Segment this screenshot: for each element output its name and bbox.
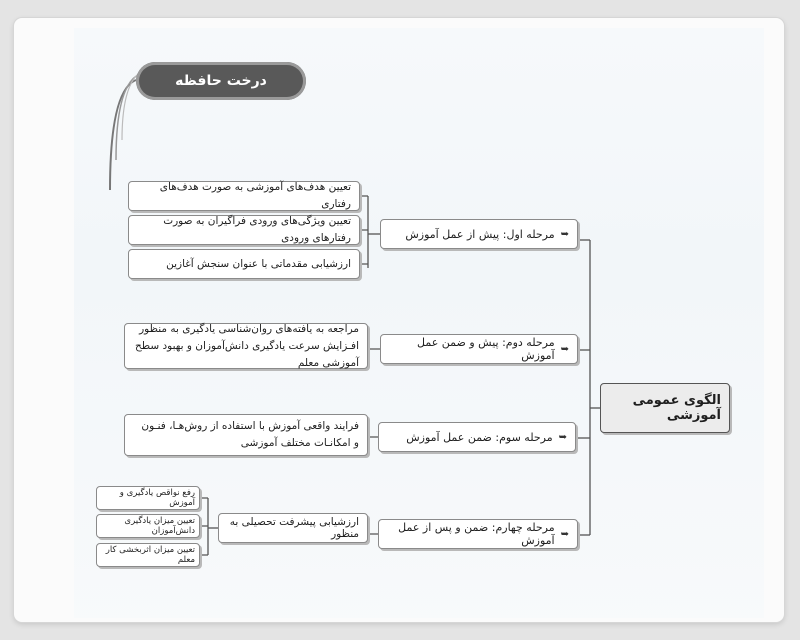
stage-3-item-1: فرایند واقعی آموزش با استفاده از روش‌هـا، فنـون و امکانـات مختلف آموزشی — [124, 414, 368, 456]
stage-4-item-3: تعیین میزان اثربخشی کار معلم — [96, 543, 200, 567]
stage-4-sub-node: ارزشیابی پیشرفت تحصیلی به منظور — [218, 513, 368, 543]
stage-1-node — [380, 219, 578, 249]
stage-3-label: مرحله سوم: ضمن عمل آموزش — [406, 430, 553, 444]
stage-4-item-2: تعیین میزان یادگیری دانش‌آموزان — [96, 514, 200, 538]
stage-2-label: مرحله دوم: پیش و ضمن عمل آموزش — [417, 336, 555, 362]
stage-1-item-2: تعیین ویژگی‌های ورودی فراگیران به صورت رفتارهای ورودی — [128, 215, 360, 245]
stage-4-label: مرحله چهارم: ضمن و پس از عمل آموزش — [398, 521, 555, 547]
arrow-icon: ➥ — [560, 343, 569, 355]
memory-tree-title: درخت حافظه — [136, 62, 306, 100]
arrow-icon: ➥ — [560, 228, 569, 240]
arrow-icon: ➥ — [560, 528, 569, 540]
stage-4-node — [378, 519, 578, 549]
root-node: الگوی عمومی آموزشی — [600, 383, 730, 433]
stage-1-label: مرحله اول: پیش از عمل آموزش — [405, 227, 555, 241]
stage-1-item-3: ارزشیابی مقدماتی با عنوان سنجش آغازین — [128, 249, 360, 279]
stage-2-node — [380, 334, 578, 364]
stage-4-item-1: رفع نواقص یادگیری و آموزش — [96, 486, 200, 510]
arrow-icon: ➥ — [558, 431, 567, 443]
stage-3-node — [378, 422, 576, 452]
stage-2-item-1: مراجعه به یافته‌های روان‌شناسی یادگیری به منظور افـزایش سرعت یادگیری دانش‌آموزان و بهبود سطح آموزشی معلم — [124, 323, 368, 369]
stage-1-item-1: تعیین هدف‌های آموزشی به صورت هدف‌های رفتاری — [128, 181, 360, 211]
